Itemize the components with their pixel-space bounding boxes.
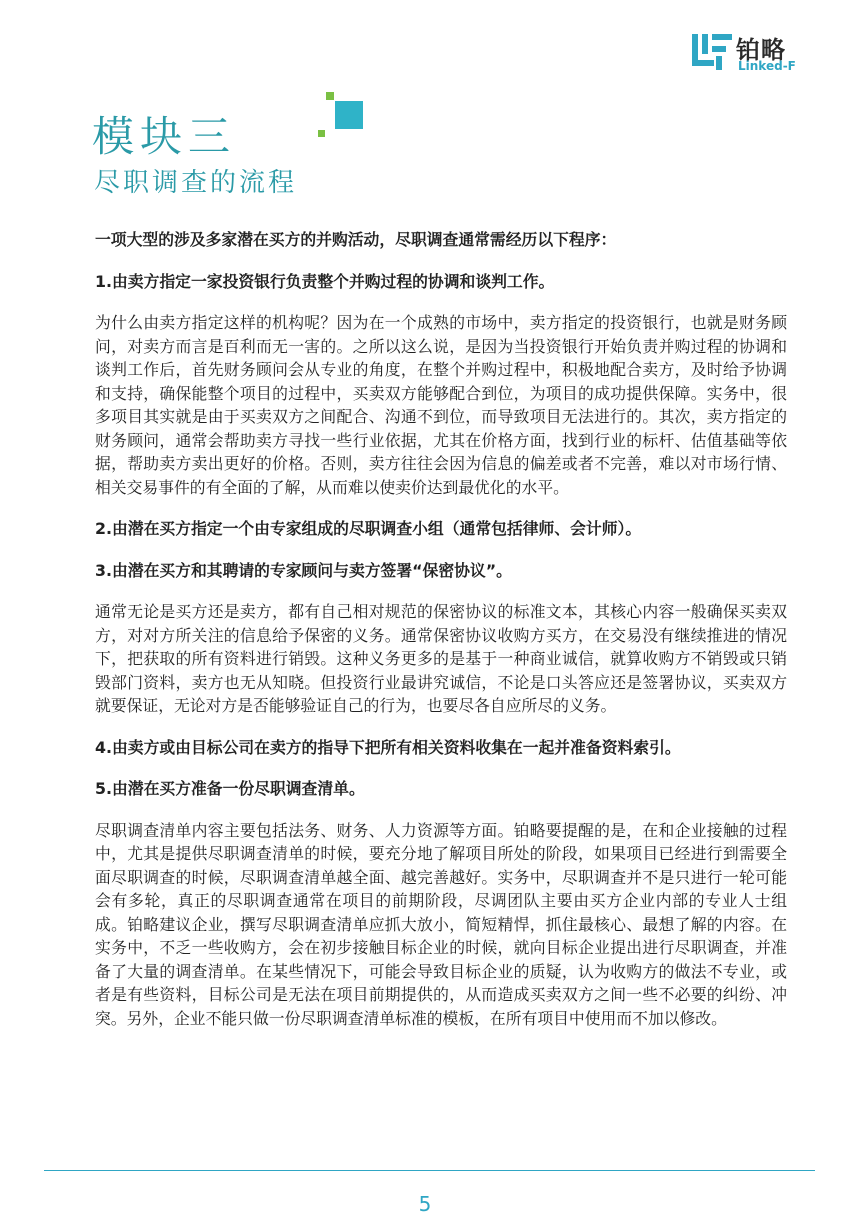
logo-text-cn: 铂略 xyxy=(736,36,786,64)
step-2-heading: 2.由潜在买方指定一个由专家组成的尽职调查小组（通常包括律师、会计师）。 xyxy=(95,519,642,538)
step-1-paragraph: 为什么由卖方指定这样的机构呢？因为在一个成熟的市场中，卖方指定的投资银行，也就是财务顾问，对卖方而言是百利而无一害的。之所以这么说，是因为当投资银行开始负责并购过程的协调和谈判工作后，首先财务顾问会从专业的角度，在整个并购过程中，积极地配合卖方，及时给予协调和支持，确保能整个项目的过程中，买卖双方能够配合到位，为项目的成功提供保障。实务中，很多项目其实就是由于买卖双方之间配合、沟通不到位，而导致项目无法进行的。其次，卖方指定的财务顾问，通常会帮助卖方寻找一些行业依据，尤其在价格方面，找到行业的标杆、估值基础等依据，帮助卖方卖出更好的价格。否则，卖方往往会因为信息的偏差或者不完善，难以对市场行情、相关交易事件的有全面的了解，从而难以使卖价达到最优化的水平。 xyxy=(95,313,787,497)
step-3-paragraph: 通常无论是买方还是卖方，都有自己相对规范的保密协议的标准文本，其核心内容一般确保买卖双方，对对方所关注的信息给予保密的义务。通常保密协议收购方买方，在交易没有继续推进的情况下，把获取的所有资料进行销毁。这种义务更多的是基于一种商业诚信，就算收购方不销毁或只销毁部门资料，卖方也无从知晓。但投资行业最讲究诚信，不论是口头答应还是签署协议，买卖双方就要保证，无论对方是否能够验证自己的行为，也要尽各自应所尽的义务。 xyxy=(95,602,787,715)
page-number: 5 xyxy=(418,1192,432,1216)
logo-text-en: Linked-F xyxy=(738,59,796,73)
logo-mark-icon xyxy=(692,32,734,72)
footer-divider xyxy=(44,1170,815,1171)
brand-logo xyxy=(692,32,822,76)
step-1-heading: 1.由卖方指定一家投资银行负责整个并购过程的协调和谈判工作。 xyxy=(95,271,555,291)
main-content xyxy=(95,228,787,1048)
module-subtitle: 尽职调查的流程 xyxy=(94,168,298,198)
module-title: 模块三 xyxy=(92,112,237,161)
step-5-heading: 5.由潜在买方准备一份尽职调查清单。 xyxy=(95,779,365,798)
step-3-heading: 3.由潜在买方和其聘请的专家顾问与卖方签署“保密协议”。 xyxy=(95,560,512,580)
step-4-heading: 4.由卖方或由目标公司在卖方的指导下把所有相关资料收集在一起并准备资料索引。 xyxy=(95,737,681,757)
step-5-paragraph: 尽职调查清单内容主要包括法务、财务、人力资源等方面。铂略要提醒的是，在和企业接触的过程中，尤其是提供尽职调查清单的时候，要充分地了解项目所处的阶段，如果项目已经进行到需要全面尽职调查的时候，尽职调查清单越全面、越完善越好。实务中，尽职调查并不是只进行一轮可能会有多轮，真正的尽职调查通常在项目的前期阶段，尽调团队主要由买方企业内部的专业人士组成。铂略建议企业，撰写尽职调查清单应抓大放小，简短精悍，抓住最核心、最想了解的内容。在实务中，不乏一些收购方，会在初步接触目标企业的时候，就向目标企业提出进行尽职调查，并准备了大量的调查清单。在某些情况下，可能会导致目标企业的质疑，认为收购方的做法不专业，或者是有些资料，目标公司是无法在项目前期提供的，从而造成买卖双方之间一些不必要的纠纷、冲突。另外，企业不能只做一份尽职调查清单标准的模板，在所有项目中使用而不加以修改。 xyxy=(95,820,787,1028)
decorative-squares-icon xyxy=(318,92,368,142)
intro-text: 一项大型的涉及多家潜在买方的并购活动，尽职调查通常需经历以下程序： xyxy=(95,230,617,249)
